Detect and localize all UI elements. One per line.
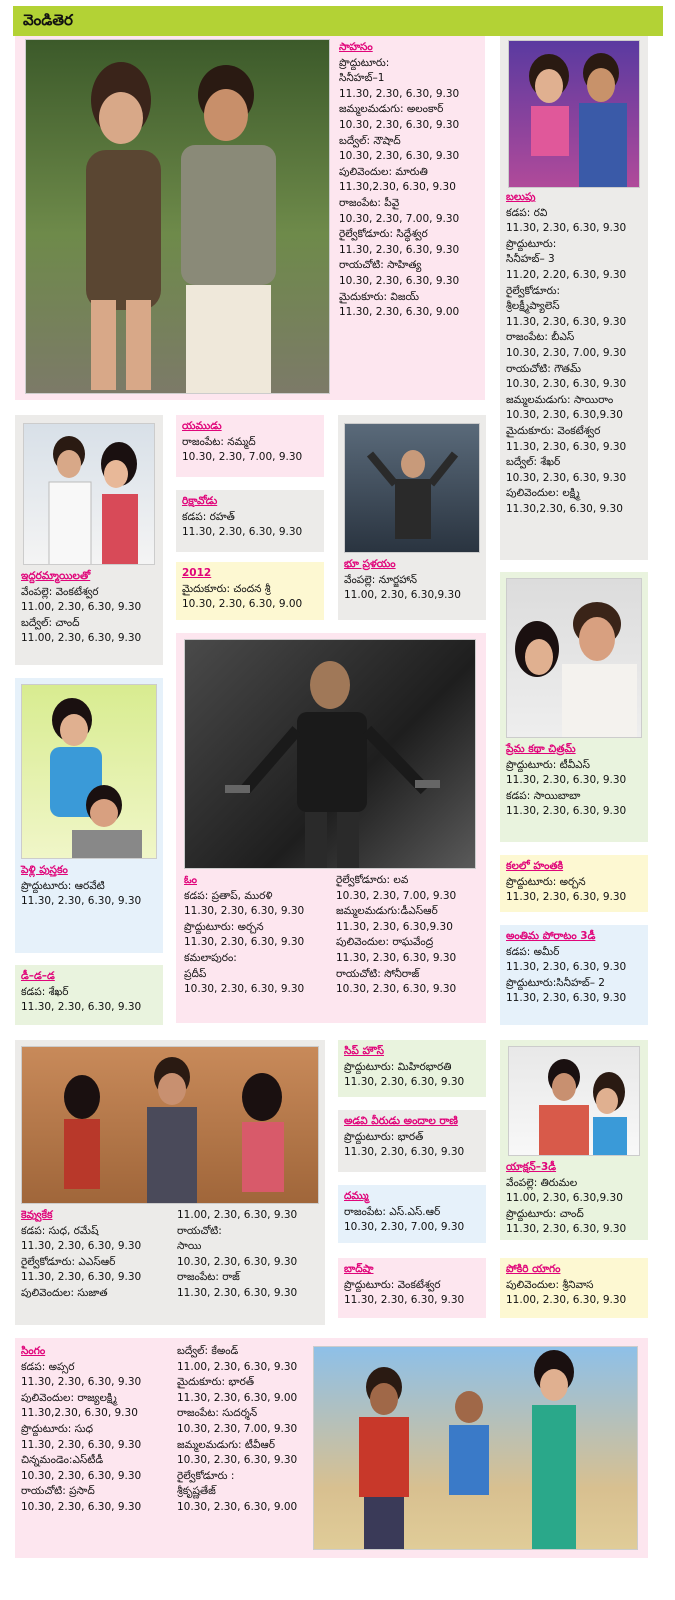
show-line: 11.30, 2.30, 6.30, 9.30 [344,1294,465,1307]
movie-card-balupu [500,36,648,560]
couple-photo-icon [509,41,640,188]
show-line: 11.30, 2.30, 6.30, 9.30 [506,891,627,904]
show-line: శ్రీకృష్ణతేజ్ [177,1485,216,1498]
show-line: 11.30, 2.30, 6.30, 9.30 [344,1146,465,1159]
movie-card-kevvu-keka [15,1040,325,1325]
movie-card-prema-katha [500,572,648,842]
show-line: ప్రొద్దుటూరు: చాంద్ [506,1207,584,1220]
movie-card-om [176,633,486,1023]
movie-title: సిప్ హౌస్ [344,1045,384,1057]
show-line: 11.30, 2.30, 6.30, 9.30 [506,315,627,328]
movie-card-pokiri-yagam [500,1258,648,1318]
show-line: 11.20, 2.20, 6.30, 9.30 [506,268,627,281]
movie-photo-kevvu-keka [21,1046,319,1204]
show-line: 11.30, 2.30, 6.30, 9.30 [336,951,457,964]
movie-title: 2012 [182,567,212,579]
couple-photo-icon [507,579,642,738]
show-line: 11.00, 2.30, 6.30, 9.30 [177,1209,298,1221]
show-line: 10.30, 2.30, 6.30, 9.30 [177,1255,298,1268]
show-line: వేంపల్లె: వెంకటేశ్వర [21,585,99,598]
show-line: 10.30, 2.30, 6.30, 9.00 [177,1500,298,1513]
movie-photo-singam [313,1346,638,1550]
group-photo-icon [22,1047,319,1204]
movie-card-dee-da-da [15,965,163,1025]
show-line: ప్రదీప్ [184,967,207,980]
show-line: 11.30, 2.30, 6.30, 9.30 [506,222,627,235]
show-line: 11.00, 2.30, 6.30, 9.30 [21,601,142,614]
show-line: 11.00, 2.30, 6.30, 9.30 [177,1360,298,1373]
show-line: 10.30, 2.30, 6.30, 9.30 [506,471,627,484]
movie-title: సాహసం [339,41,373,53]
show-line: కడప: రహత్ [182,510,235,523]
movie-photo-action-3d [508,1046,640,1156]
show-line: 11.30, 2.30, 6.30, 9.30 [506,961,627,974]
movie-title: పోకిరి యాగం [506,1263,561,1275]
movie-photo-iddarammayilatho [23,423,155,565]
show-line: సినీహబ్– 3 [506,253,555,266]
show-line: బద్వేల్: చాంద్ [21,616,80,629]
show-line: రాజంపేట: ఎస్.ఎస్.ఆర్ [344,1205,441,1218]
show-line: కడప: శేఖర్ [21,985,69,998]
show-line: 11.30, 2.30, 6.30, 9.30 [177,1286,298,1299]
show-line: చిన్నమండెం:ఎస్‌టీడీ [21,1454,104,1467]
show-line: 10.30, 2.30, 6.30, 9.30 [177,1454,298,1467]
show-line: బద్వేల్: కేఅండ్ [177,1345,239,1357]
movie-photo-pelli-pustakam [21,684,157,859]
movie-title: దమ్ము [344,1190,369,1202]
show-line: మైదుకూరు: చందన శ్రీ [182,582,271,595]
movie-card-singam [15,1338,648,1558]
movie-photo-balupu [508,40,640,188]
show-line: రైల్వేకోడూరు: [506,284,561,297]
show-line: 11.30, 2.30, 6.30, 9.30 [506,774,627,787]
show-line: 10.30, 2.30, 7.00, 9.30 [336,889,457,902]
movie-title: బాద్‌షా [344,1263,374,1275]
show-line: కడప: రవి [506,206,548,219]
show-line: రైల్వేకోడూరు : [177,1469,235,1482]
show-line: 11.30, 2.30, 6.30, 9.30 [21,1271,142,1284]
show-line: 11.30, 2.30, 6.30,9.30 [336,920,453,933]
show-line: 11.30, 2.30, 6.30, 9.00 [339,306,460,319]
show-line: జమ్మలమడుగు: టీవీఆర్ [177,1438,276,1451]
showtimes-bhoo-pralayam [344,557,461,604]
movie-card-kalalo-hantaki [500,855,648,912]
showtimes-pelli-pustakam [21,863,141,910]
movie-title: సింగం [21,1345,46,1357]
show-line: 11.30, 2.30, 6.30, 9.30 [184,936,305,949]
show-line: వేంపల్లె: తిరుమల [506,1176,578,1189]
show-line: బద్వేల్: నౌషాద్ [339,134,401,147]
action-photo-icon [185,640,476,869]
show-line: ప్రొద్దుటూరు:సినీహబ్– 2 [506,976,605,989]
show-line: జమ్మలమడుగు: సాయిరాం [506,393,614,406]
show-line: 11.30, 2.30, 6.30, 9.30 [506,1223,627,1236]
movie-photo-prema-katha [506,578,642,738]
movie-title: బలుపు [506,191,536,203]
show-line: ప్రొద్దుటూరు: టీవీఎస్ [506,758,590,771]
show-line: 11.00, 2.30, 6.30,9.30 [506,1192,623,1205]
show-line: 11.00, 2.30, 6.30, 9.30 [21,632,142,645]
show-line: 10.30, 2.30, 7.00, 9.30 [182,451,303,464]
showtimes-action-3d [506,1160,626,1238]
show-line: 10.30, 2.30, 6.30, 9.30 [339,118,460,131]
show-line: 11.30, 2.30, 6.30, 9.30 [506,992,627,1005]
action-photo-icon [345,424,480,553]
showtimes-singam-col1 [21,1344,141,1516]
show-line: 10.30, 2.30, 7.00, 9.30 [506,346,627,359]
show-line: పులివెందుల: రాజ్యలక్ష్మి [21,1391,117,1404]
show-line: ప్రొద్దుటూరు: అర్చన [184,920,264,933]
show-line: కడప: అప్సర [21,1360,75,1373]
movie-card-adavi-veerudu [338,1110,486,1172]
movie-card-badshah [338,1258,486,1318]
show-line: ప్రొద్దుటూరు: ఆరవేటి [21,879,105,892]
show-line: పులివెందుల: సుజాత [21,1286,108,1299]
movie-title: కలలో హంతకి [506,860,564,872]
show-line: 10.30, 2.30, 7.00, 9.30 [177,1422,298,1435]
showtimes-singam-col2 [177,1344,297,1516]
show-line: ప్రొద్దుటూరు: వెంకటేశ్వర [344,1278,441,1291]
show-line: 11.30,2.30, 6.30, 9.30 [21,1407,138,1420]
showtimes-kevvu-keka-col1 [21,1208,141,1302]
show-line: కడప: సాయిబాబా [506,789,581,802]
show-line: సినీహబ్–1 [339,72,385,85]
show-line: ప్రొద్దుటూరు: భారత్ [344,1130,424,1143]
show-line: 10.30, 2.30, 7.00, 9.30 [339,212,460,225]
show-line: 11.30, 2.30, 6.30, 9.30 [21,1376,142,1389]
show-line: సాయి [177,1240,202,1253]
show-line: కమలాపురం: [184,951,237,964]
show-line: 11.30,2.30, 6.30, 9.30 [506,502,623,515]
show-line: రైల్వేకోడూరు: లవ [336,874,409,886]
show-line: 10.30, 2.30, 6.30, 9.30 [184,983,305,996]
show-line: జమ్మలమడుగు:డీఎస్ఆర్ [336,905,438,918]
show-line: 11.30, 2.30, 6.30, 9.30 [339,243,460,256]
show-line: 11.30, 2.30, 6.30, 9.30 [184,905,305,918]
movie-card-dammu [338,1185,486,1243]
movie-title: పెళ్లి పుస్తకం [21,864,68,876]
movie-title: ఓం [184,874,197,886]
show-line: కడప: సుధ, రమేష్ [21,1224,99,1237]
show-line: 10.30, 2.30, 6.30, 9.30 [339,274,460,287]
show-line: మైదుకూరు: వెంకటేశ్వర [506,424,601,437]
show-line: 10.30, 2.30, 6.30, 9.30 [339,150,460,163]
movie-title: ఇద్దరమ్మాయిలతో [21,570,91,582]
movie-title: రిక్షావోడు [182,495,218,507]
show-line: పులివెందుల: శ్రీనివాస [506,1278,594,1291]
show-line: 10.30, 2.30, 7.00, 9.30 [344,1221,465,1234]
show-line: శ్రీలక్ష్మీప్యాలెస్ [506,300,560,313]
couple-photo-icon [509,1047,640,1156]
show-line: 11.30, 2.30, 6.30, 9.30 [182,526,303,539]
section-header [13,6,663,36]
show-line: మైదుకూరు: విజయ్ [339,290,420,303]
show-line: 10.30, 2.30, 6.30,9.30 [506,409,623,422]
show-line: 11.30, 2.30, 6.30, 9.30 [344,1076,465,1089]
movie-card-iddarammayilatho [15,415,163,665]
show-line: మైదుకూరు: భారత్ [177,1376,255,1389]
movie-card-action-3d [500,1040,648,1240]
show-line: 11.30, 2.30, 6.30, 9.30 [339,87,460,100]
showtimes-om-col2 [336,873,456,998]
movie-card-2012 [176,562,324,620]
show-line: 10.30, 2.30, 6.30, 9.30 [506,378,627,391]
movie-photo-sahasam [25,39,330,394]
show-line: 11.30, 2.30, 6.30, 9.30 [21,895,142,908]
show-line: ప్రొద్దుటూరు: సుధ [21,1422,94,1435]
movie-card-yamudu [176,415,324,477]
show-line: 11.00, 2.30, 6.30, 9.30 [506,1294,627,1307]
showtimes-kevvu-keka-col2 [177,1208,297,1302]
movie-title: భూ ప్రళయం [344,558,396,570]
show-line: ప్రొద్దుటూరు: అర్చన [506,875,586,888]
show-line: 11.30,2.30, 6.30, 9.30 [339,181,456,194]
show-line: 10.30, 2.30, 6.30, 9.30 [21,1500,142,1513]
movie-title: యముడు [182,420,222,432]
show-line: రాయచోటి: ప్రసాద్ [21,1485,95,1498]
show-line: 10.30, 2.30, 6.30, 9.30 [336,983,457,996]
movie-title: కెవ్వుకేక [21,1209,53,1221]
movie-title: యాక్షన్–3డీ [506,1161,557,1173]
show-line: 10.30, 2.30, 6.30, 9.30 [21,1469,142,1482]
show-line: పులివెందుల: లక్ష్మి [506,487,580,500]
show-line: రాయచోటి: [177,1224,222,1237]
couple-photo-icon [22,685,157,859]
couple-photo-icon [26,40,330,394]
show-line: ప్రొద్దుటూరు: మిహిరభారతి [344,1060,452,1073]
show-line: కడప: అమీర్ [506,945,560,958]
show-line: రాయచోటి: సాహిత్య [339,259,422,272]
movie-card-bhoo-pralayam [338,415,486,620]
show-line: రైల్వేకోడూరు: సిద్ధేశ్వర [339,228,428,241]
show-line: 11.30, 2.30, 6.30, 9.30 [506,440,627,453]
showtimes-prema-katha [506,742,626,820]
show-line: రాజంపేట: సుదర్శన్ [177,1407,258,1420]
show-line: 11.30, 2.30, 6.30, 9.30 [21,1438,142,1451]
show-line: 10.30, 2.30, 6.30, 9.00 [182,598,303,611]
show-line: జమ్మలమడుగు: అలంకార్ [339,103,444,116]
show-line: రాయచోటి: గౌతమ్ [506,362,582,375]
show-line: 11.30, 2.30, 6.30, 9.30 [21,1001,142,1014]
movie-card-antima-poratam [500,925,648,1025]
show-line: ప్రొద్దుటూరు: [506,237,557,250]
show-line: 11.30, 2.30, 6.30, 9.00 [177,1391,298,1404]
show-line: రైల్వేకోడూరు: ఎఎస్ఆర్ [21,1255,116,1268]
show-line: రాజంపేట: రాజ్ [177,1271,240,1284]
showtimes-iddarammayilatho [21,569,161,647]
showtimes-sahasam [339,40,479,321]
showtimes-balupu [506,190,646,517]
movie-title: అడవి వీరుడు అందాల రాణి [344,1115,458,1127]
show-line: బద్వేల్: శేఖర్ [506,456,561,469]
show-line: కడప: ప్రతాప్, మురళి [184,889,273,902]
movie-card-pelli-pustakam [15,678,163,953]
movie-card-sahasam [15,36,485,400]
show-line: వేంపల్లె: నూర్జహాన్ [344,573,418,586]
show-line: పులివెందుల: రాఘవేంద్ర [336,936,434,949]
show-line: రాజంపేట: బీఎస్ [506,331,575,344]
movie-photo-om [184,639,476,869]
show-line: రాయచోటి: సోనీరాజ్ [336,967,420,980]
show-line: రాజంపేట: నమ్మద్ [182,435,256,448]
section-title: వెండితెర [23,11,73,29]
show-line: 11.00, 2.30, 6.30,9.30 [344,589,461,602]
group-photo-icon [314,1347,638,1550]
couple-photo-icon [24,424,155,565]
show-line: 11.30, 2.30, 6.30, 9.30 [506,805,627,818]
show-line: ప్రొద్దుటూరు: [339,56,390,69]
show-line: పులివెందుల: మారుతి [339,165,428,178]
showtimes-om-col1 [184,873,304,998]
movie-photo-bhoo-pralayam [344,423,480,553]
movie-card-sip-house [338,1040,486,1097]
movie-title: ప్రేమ కథా చిత్రమ్ [506,743,576,755]
movie-title: అంతిమ పోరాటం 3డీ [506,930,596,942]
movie-card-rikshavodu [176,490,324,552]
show-line: రాజంపేట: పీవై [339,196,400,209]
show-line: 11.30, 2.30, 6.30, 9.30 [21,1240,142,1253]
movie-title: డీ–డ–డ [21,970,55,982]
